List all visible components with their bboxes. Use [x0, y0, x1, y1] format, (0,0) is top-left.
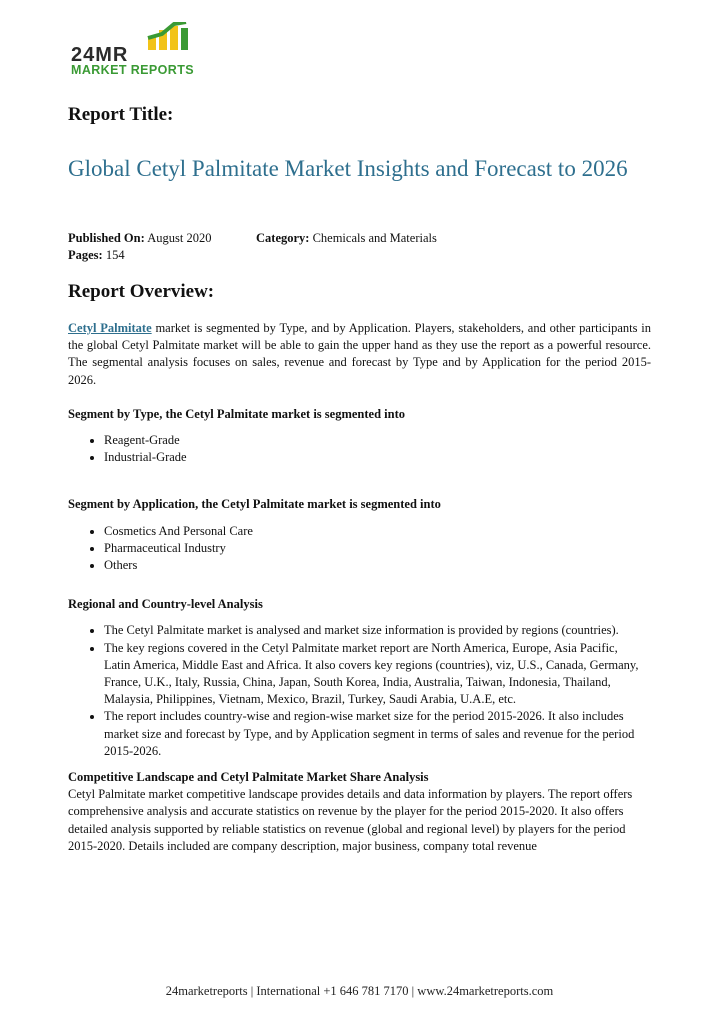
list-item: • Industrial-Grade — [104, 449, 651, 466]
page-title: Global Cetyl Palmitate Market Insights and Forecast to 2026 — [68, 156, 628, 181]
list-item: • Others — [104, 557, 651, 574]
report-title-label: Report Title: — [68, 104, 174, 125]
published-value: August 2020 — [147, 231, 212, 245]
logo-text-top: 24MR — [71, 44, 129, 66]
competitive-heading: Competitive Landscape and Cetyl Palmitate Market Share Analysis — [68, 770, 429, 785]
segment-application-heading: Segment by Application, the Cetyl Palmitate market is segmented into — [68, 497, 441, 512]
list-item: • Pharmaceutical Industry — [104, 540, 651, 557]
segment-type-list — [68, 432, 651, 466]
regional-list — [68, 622, 651, 760]
report-meta — [68, 230, 437, 264]
company-logo — [68, 22, 218, 78]
list-item: • The Cetyl Palmitate market is analysed and market size information is provided by regions (countries). — [104, 622, 641, 639]
category-value: Chemicals and Materials — [312, 231, 437, 245]
competitive-paragraph: Cetyl Palmitate market competitive landscape provides details and data information by players. The report offers comprehensive analysis and accurate statistics on revenue by the player for the period 2015-2020. It also offers detailed analysis supported by reliable statistics on revenue (global and regional level) by players for the period 2015-2020. Details included are company description, major business, company total revenue — [68, 787, 633, 853]
regional-heading: Regional and Country-level Analysis — [68, 597, 263, 612]
page-footer: 24marketreports | International +1 646 781 7170 | www.24marketreports.com — [165, 984, 554, 998]
cetyl-palmitate-link[interactable]: Cetyl Palmitate — [68, 321, 152, 335]
report-body — [68, 320, 651, 855]
segment-type-heading: Segment by Type, the Cetyl Palmitate market is segmented into — [68, 406, 405, 421]
segment-application-list — [68, 523, 651, 575]
overview-heading: Report Overview: — [68, 281, 215, 302]
pages-label: Pages: — [68, 248, 103, 262]
logo-bars-icon — [146, 22, 206, 50]
pages-value: 154 — [105, 248, 125, 262]
logo-text-bottom: MARKET REPORTS — [71, 63, 194, 77]
list-item: • The key regions covered in the Cetyl Palmitate market report are North America, Europe, Asia Pacific, Latin America, Middle East and Africa. It also covers key regions (countries), viz, U.S., Canada, Germany, France, U.K., Italy, Russia, China, Japan, South Korea, India, Australia, Taiwan, Indonesia, Thailand, Malaysia, Philippines, Vietnam, Mexico, Brazil, Turkey, Saudi Arabia, U.A.E, etc. — [104, 640, 641, 709]
list-item: • Cosmetics And Personal Care — [104, 523, 651, 540]
overview-text: market is segmented by Type, and by Application. Players, stakeholders, and other participants in the global Cetyl Palmitate market will be able to gain the upper hand as they use the report as a powerful resource. The segmental analysis focuses on sales, revenue and forecast by Type and by Application for the period 2015-2026. — [68, 321, 651, 387]
list-item: • Reagent-Grade — [104, 432, 651, 449]
category-label: Category: — [256, 231, 310, 245]
overview-paragraph — [68, 320, 651, 389]
list-item: • The report includes country-wise and region-wise market size for the period 2015-2026. It also includes market size and forecast by Type, and by Application segment in terms of sales and revenue for the period 2015-2026. — [104, 708, 641, 760]
published-label: Published On: — [68, 231, 145, 245]
